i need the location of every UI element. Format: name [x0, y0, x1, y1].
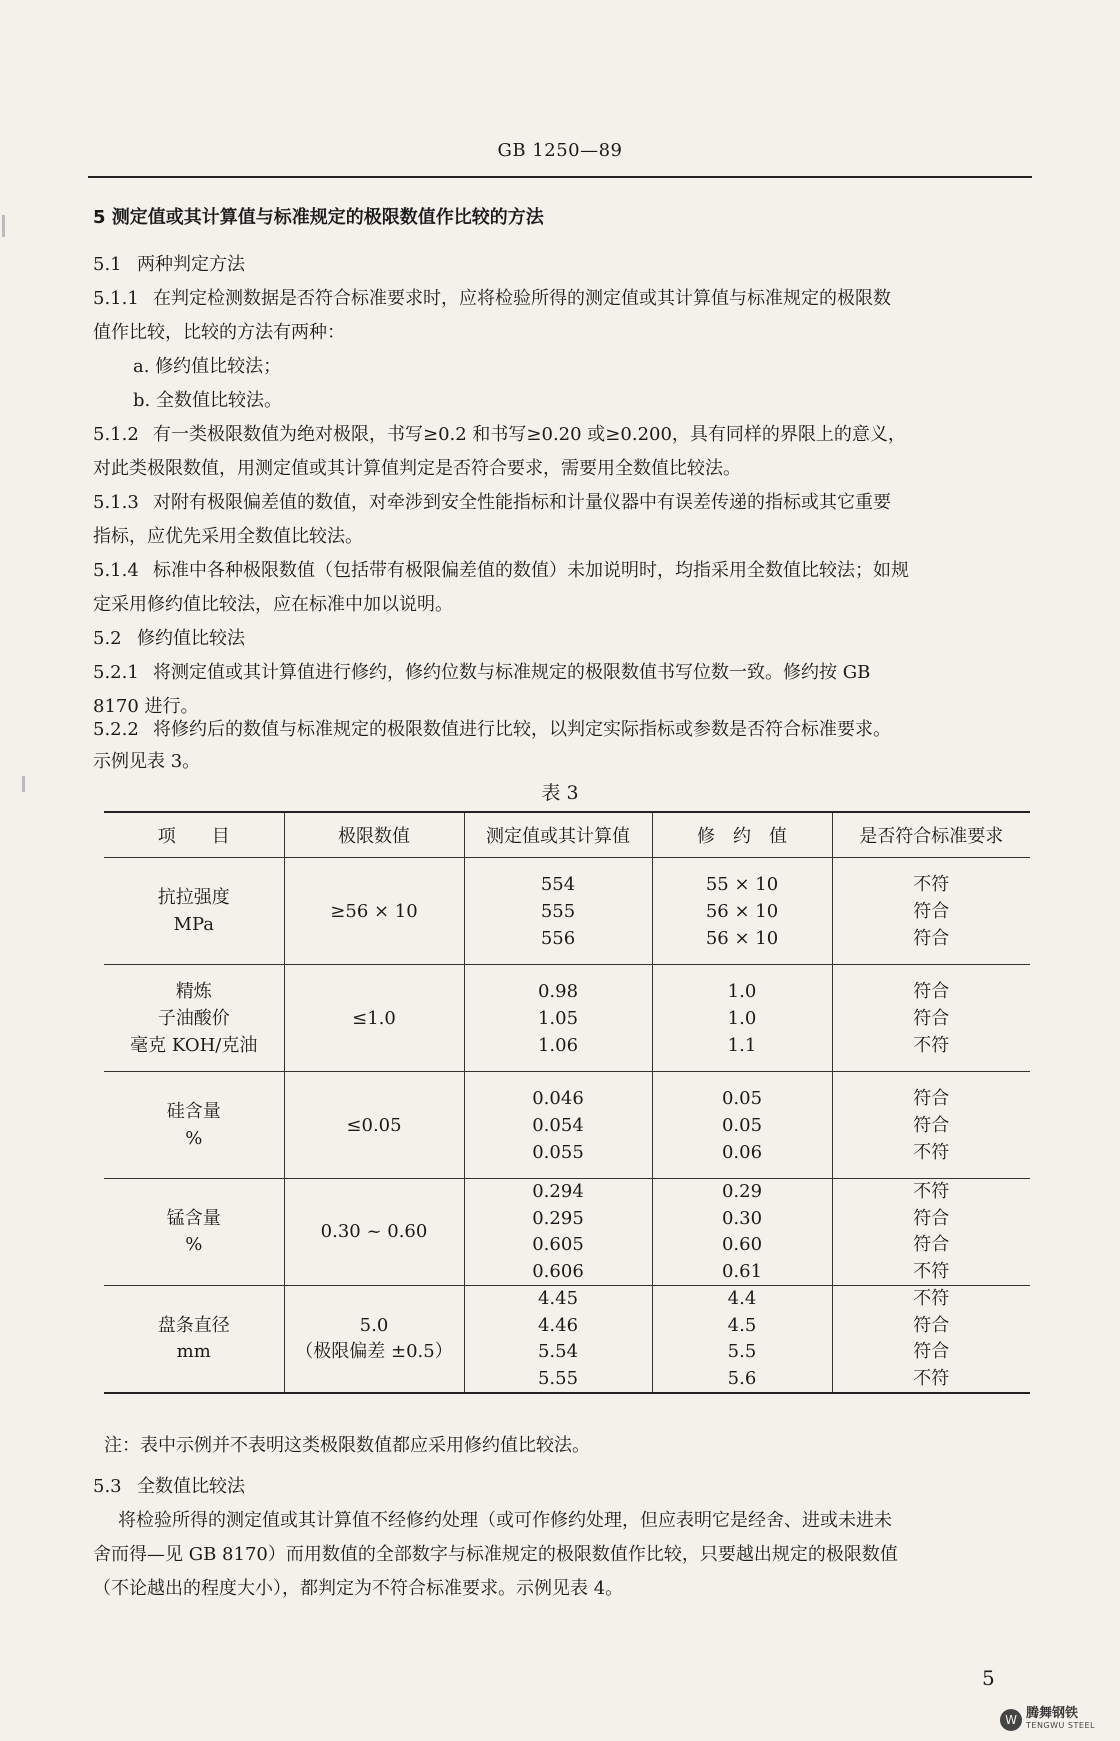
clause-5-1-3-line1	[93, 491, 891, 515]
header-measured: 测定值或其计算值	[464, 812, 652, 858]
table-cell-measured	[464, 1286, 652, 1394]
cell-line: 0.61	[721, 1260, 763, 1282]
table-cell-conform	[832, 965, 1030, 1072]
section-5-3-line3: （不论越出的程度大小），都判定为不符合标准要求。示例见表 4。	[93, 1578, 624, 1599]
cell-line: 0.046	[532, 1087, 584, 1109]
cell-line: 精炼	[175, 980, 212, 1002]
table-cell-item	[104, 858, 284, 965]
table-row	[104, 858, 1030, 965]
cell-line: 555	[540, 900, 576, 922]
clause-5-1-1-line1	[93, 287, 891, 311]
cell-line: 4.5	[727, 1314, 757, 1336]
cell-line: 抗拉强度	[157, 887, 230, 908]
section-number: 5.2	[93, 628, 122, 649]
header-rounded: 修 约 值	[652, 812, 832, 858]
cell-line: 符合	[913, 980, 950, 1002]
logo-mark-icon: W	[1000, 1709, 1022, 1731]
section-5-title: 5 测定值或其计算值与标准规定的极限数值作比较的方法	[93, 207, 544, 228]
watermark-logo	[1000, 1704, 1110, 1736]
cell-line: 556	[540, 927, 576, 949]
clause-5-2-1-line2: 8170 进行。	[93, 696, 199, 717]
table-note: 注：表中示例并不表明这类极限数值都应采用修约值比较法。	[104, 1435, 590, 1456]
table-cell-item	[104, 965, 284, 1072]
table-cell-limit	[284, 1286, 464, 1394]
cell-line: 1.06	[537, 1034, 579, 1056]
cell-line: 符合	[913, 1314, 950, 1336]
cell-line: 56 × 10	[705, 900, 779, 922]
cell-line: 符合	[913, 1007, 950, 1029]
clause-5-1-4-line2: 定采用修约值比较法，应在标准中加以说明。	[93, 594, 453, 615]
cell-line: 符合	[913, 1234, 950, 1255]
cell-line: 盘条直径	[157, 1314, 230, 1336]
table-cell-item	[104, 1179, 284, 1286]
cell-line: 0.05	[721, 1087, 763, 1109]
cell-line: 不符	[913, 1034, 950, 1056]
table-cell-limit	[284, 1179, 464, 1286]
cell-line: 5.55	[537, 1367, 579, 1389]
cell-line: 0.295	[532, 1207, 584, 1229]
section-5-3-line1: 将检验所得的测定值或其计算值不经修约处理（或可作修约处理，但应表明它是经舍、进或未进未	[118, 1510, 892, 1531]
header-rule	[88, 176, 1032, 178]
cell-line: 不符	[913, 1141, 950, 1163]
page-number: 5	[982, 1666, 995, 1690]
cell-line: 不符	[913, 1260, 950, 1282]
cell-line: 不符	[913, 1288, 950, 1309]
header-item: 项 目	[104, 812, 284, 858]
cell-line: 5.0	[359, 1314, 389, 1336]
cell-line: 1.1	[727, 1034, 757, 1056]
cell-line: 不符	[913, 1181, 950, 1202]
clause-number: 5.2.1	[93, 662, 139, 683]
document-code: GB 1250—89	[497, 140, 623, 161]
table-cell-item	[104, 1286, 284, 1394]
section-5-1-heading	[93, 253, 245, 277]
section-5-3-line2: 舍而得—见 GB 8170）而用数值的全部数字与标准规定的极限数值作比较，只要越出规定的极限数值	[93, 1544, 898, 1565]
cell-line: 5.54	[537, 1341, 579, 1362]
cell-line: 不符	[913, 1367, 950, 1389]
clause-5-1-2-line1	[93, 423, 906, 447]
table-cell-item	[104, 1072, 284, 1179]
cell-line: 0.054	[532, 1114, 584, 1136]
clause-text: 将修约后的数值与标准规定的极限数值进行比较，以判定实际指标或参数是否符合标准要求。	[153, 719, 891, 740]
clause-5-1-4-line1	[93, 559, 909, 583]
table-cell-rounded	[652, 965, 832, 1072]
table-cell-rounded	[652, 1179, 832, 1286]
table-cell-conform	[832, 858, 1030, 965]
cell-line: 符合	[913, 900, 950, 922]
table-cell-limit	[284, 1072, 464, 1179]
section-number: 5.1	[93, 254, 122, 275]
cell-line: 1.0	[727, 980, 757, 1002]
cell-line: 符合	[913, 1087, 950, 1109]
table-row	[104, 1072, 1030, 1179]
clause-number: 5.1.2	[93, 424, 139, 445]
clause-number: 5.1.4	[93, 560, 139, 581]
cell-line: 1.05	[537, 1007, 579, 1029]
table-row	[104, 1179, 1030, 1286]
cell-line: MPa	[173, 914, 214, 935]
section-title: 全数值比较法	[137, 1476, 245, 1497]
section-title: 两种判定方法	[137, 254, 245, 275]
scan-edge-mark	[2, 215, 5, 237]
section-title: 修约值比较法	[137, 628, 245, 649]
list-item-a: a. 修约值比较法；	[133, 356, 282, 377]
cell-line: 0.294	[532, 1181, 584, 1202]
cell-line: 符合	[913, 927, 950, 949]
cell-line: 0.98	[537, 980, 579, 1002]
header-conform: 是否符合标准要求	[832, 812, 1030, 858]
cell-line: 4.4	[727, 1288, 757, 1309]
table-title: 表 3	[541, 782, 579, 804]
cell-line: 4.45	[537, 1288, 579, 1309]
clause-5-2-2-line1	[93, 718, 891, 742]
clause-number: 5.1.1	[93, 288, 139, 309]
cell-line: mm	[176, 1341, 211, 1362]
cell-line: 5.5	[727, 1341, 757, 1362]
clause-number: 5.2.2	[93, 719, 139, 740]
cell-line: 1.0	[727, 1007, 757, 1029]
clause-text: 有一类极限数值为绝对极限，书写≥0.2 和书写≥0.20 或≥0.200，具有同样的界限上的意义，	[153, 424, 906, 445]
cell-line: 0.60	[721, 1234, 763, 1255]
table-cell-rounded	[652, 1072, 832, 1179]
table-cell-measured	[464, 1072, 652, 1179]
cell-line: 5.6	[727, 1367, 757, 1389]
logo-en: TENGWU STEEL	[1026, 1721, 1095, 1730]
table-row	[104, 965, 1030, 1072]
table-3	[104, 811, 1030, 1394]
cell-line: 符合	[913, 1207, 950, 1229]
logo-text	[1026, 1708, 1095, 1732]
table-cell-rounded	[652, 1286, 832, 1394]
cell-line: 55 × 10	[705, 873, 779, 895]
cell-line: 锰含量	[166, 1207, 221, 1229]
cell-line: 0.605	[532, 1234, 584, 1255]
cell-line: 不符	[913, 873, 950, 895]
section-5-3-heading	[93, 1475, 245, 1499]
cell-line: 子油酸价	[157, 1007, 230, 1029]
cell-line: %	[185, 1128, 203, 1149]
table-cell-limit	[284, 858, 464, 965]
cell-line: 符合	[913, 1341, 950, 1362]
clause-text: 在判定检测数据是否符合标准要求时，应将检验所得的测定值或其计算值与标准规定的极限数	[153, 288, 891, 309]
cell-line: ≥56 × 10	[330, 900, 418, 922]
cell-line: 0.06	[721, 1141, 763, 1163]
cell-line: 0.29	[721, 1181, 763, 1202]
logo-cn: 腾舞钢铁	[1026, 1706, 1079, 1721]
section-number: 5.3	[93, 1476, 122, 1497]
cell-line: %	[185, 1234, 203, 1255]
clause-5-1-1-line2: 值作比较，比较的方法有两种：	[93, 322, 345, 343]
cell-line: 0.606	[532, 1260, 584, 1282]
table-cell-measured	[464, 858, 652, 965]
cell-line: 0.055	[532, 1141, 584, 1163]
clause-number: 5.1.3	[93, 492, 139, 513]
table-row	[104, 1286, 1030, 1394]
header-limit: 极限数值	[284, 812, 464, 858]
cell-line: ≤1.0	[352, 1007, 396, 1029]
table-cell-rounded	[652, 858, 832, 965]
list-item-b: b. 全数值比较法。	[133, 390, 282, 411]
cell-line: （极限偏差 ±0.5）	[295, 1341, 453, 1362]
clause-text: 对附有极限偏差值的数值，对牵涉到安全性能指标和计量仪器中有误差传递的指标或其它重要	[153, 492, 891, 513]
cell-line: 符合	[913, 1114, 950, 1136]
cell-line: 毫克 KOH/克油	[130, 1034, 258, 1056]
cell-line: 0.30	[721, 1207, 763, 1229]
cell-line: 0.05	[721, 1114, 763, 1136]
clause-5-1-2-line2: 对此类极限数值，用测定值或其计算值判定是否符合要求，需要用全数值比较法。	[93, 458, 741, 479]
clause-5-1-3-line2: 指标，应优先采用全数值比较法。	[93, 526, 363, 547]
table-cell-conform	[832, 1072, 1030, 1179]
table-cell-measured	[464, 1179, 652, 1286]
clause-5-2-2-line2: 示例见表 3。	[93, 751, 201, 772]
clause-5-2-1-line1	[93, 661, 870, 685]
cell-line: ≤0.05	[346, 1114, 402, 1136]
table-cell-conform	[832, 1286, 1030, 1394]
cell-line: 4.46	[537, 1314, 579, 1336]
cell-line: 554	[540, 873, 576, 895]
table-cell-conform	[832, 1179, 1030, 1286]
table-cell-limit	[284, 965, 464, 1072]
table-cell-measured	[464, 965, 652, 1072]
cell-line: 56 × 10	[705, 927, 779, 949]
section-5-2-heading	[93, 627, 245, 651]
cell-line: 硅含量	[166, 1101, 221, 1122]
cell-line: 0.30 ~ 0.60	[320, 1220, 428, 1242]
table-header-row	[104, 812, 1030, 858]
clause-text: 将测定值或其计算值进行修约，修约位数与标准规定的极限数值书写位数一致。修约按 GB	[153, 662, 871, 683]
clause-text: 标准中各种极限数值（包括带有极限偏差值的数值）未加说明时，均指采用全数值比较法；如规	[153, 560, 909, 581]
